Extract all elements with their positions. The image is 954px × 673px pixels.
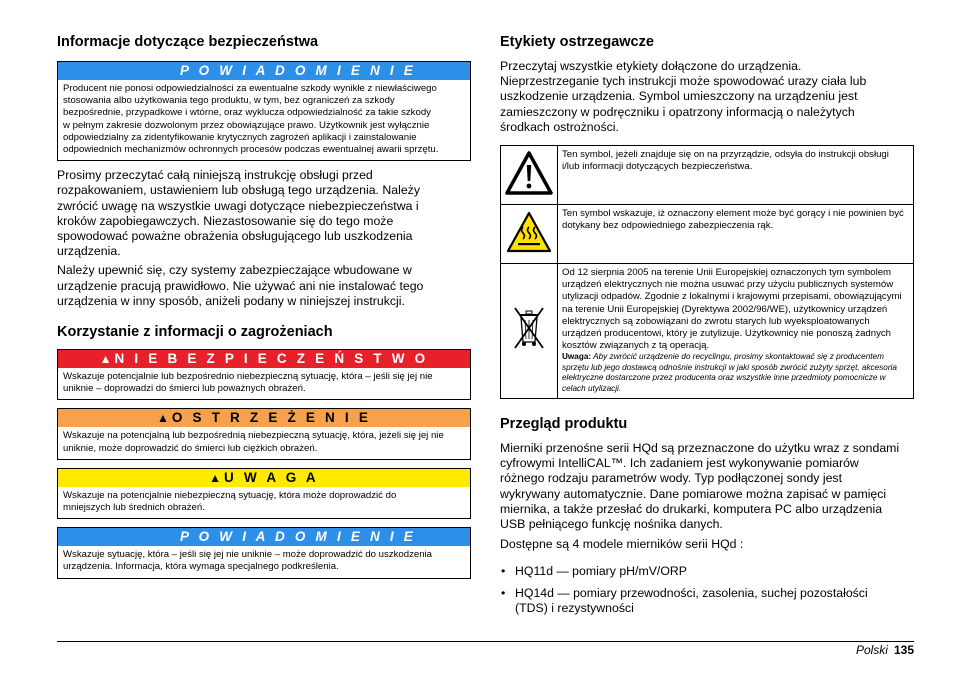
warning-triangle-icon: ▲ <box>209 470 222 485</box>
section-title-labels: Etykiety ostrzegawcze <box>500 34 654 50</box>
warning-box <box>57 408 471 459</box>
symbol-description <box>558 264 914 399</box>
note-text: Aby zwrócić urządzenie do recyclingu, prosimy skontaktować się z producentem sprzętu lub jego dostawcą odnośnie instrukcji w jaki sposób zwrócić zużyty sprzęt, akcesoria elektryczne dostarczone przez producenta oraz wszystkie inne przedmioty pomocnicze w celach utylizacji. <box>562 352 897 393</box>
paragraph-models-intro: Dostępne są 4 modele mierników serii HQd : <box>500 537 744 552</box>
hot-surface-icon <box>506 211 552 253</box>
danger-header <box>58 350 470 368</box>
weee-note <box>562 352 909 394</box>
page-footer <box>856 643 914 658</box>
notice-header: P O W I A D O M I E N I E <box>58 62 470 80</box>
warning-header <box>58 409 470 427</box>
warning-text: Wskazuje na potencjalną lub bezpośrednią niebezpieczną sytuację, która, jeżeli się jej nie uniknie, może doprowadzić do śmierci lub ciężkich obrażeń. <box>63 430 444 454</box>
paragraph-read-manual: Prosimy przeczytać całą niniejszą instrukcję obsługi przed rozpakowaniem, ustawieniem lub obsługą tego urządzenia. Należy zwrócić uwagę na wszystkie uwagi dotyczące niebezpieczeństwa i kroków zapobiegawczych. Niezastosowanie się do tego może spowodować poważne obrażenia obsługującego lub uszkodzenia urządzenia. <box>57 168 420 259</box>
warning-triangle-icon: ▲ <box>99 352 112 367</box>
danger-label: N I E B E Z P I E C Z E Ń S T W O <box>114 351 429 367</box>
symbol-cell <box>501 146 558 205</box>
symbol-description: Ten symbol wskazuje, iż oznaczony element może być gorący i nie powinien być dotykany bez odpowiedniego zabezpieczenia rąk. <box>558 205 914 264</box>
section-title-product-overview: Przegląd produktu <box>500 416 628 433</box>
weee-text: Od 12 sierpnia 2005 na terenie Unii Europejskiej oznaczonych tym symbolem urządzeń elektrycznych nie można usuwać przy użyciu publicznych systemów utylizacji odpadów. Zgodnie z lokalnymi i krajowymi przepisami, obowiązującymi na terenie Unii Europejskiej (Dyrektywa 2002/96/WE), użytkownicy urządzeń elektrycznych są zobowiązani do zwrotu starych lub wyeksploatowanych urządzeń producentowi, który je zutylizuje. Użytkownicy nie ponoszą żadnych kosztów związanych z tą operacją. <box>562 267 902 352</box>
symbol-cell <box>501 264 558 399</box>
page-number: 135 <box>893 643 914 657</box>
paragraph-safety-systems: Należy upewnić się, czy systemy zabezpieczające wbudowane w urządzenie pracują prawidłowo. Nie używać ani nie instalować tego urządzenia w inny sposób, aniżeli podany w niniejszej instrukcji. <box>57 263 424 308</box>
list-item: • HQ11d — pomiary pH/mV/ORP <box>500 564 900 579</box>
general-warning-icon <box>505 151 553 195</box>
caution-text: Wskazuje na potencjalnie niebezpieczną sytuację, która może doprowadzić do mniejszych lub średnich obrażeń. <box>63 489 397 514</box>
notice-box <box>57 61 471 161</box>
footer-divider <box>57 641 914 642</box>
notice2-box <box>57 527 471 578</box>
section-title-hazards: Korzystanie z informacji o zagrożeniach <box>57 324 333 341</box>
footer-language: Polski <box>855 643 888 657</box>
caution-box <box>57 468 471 519</box>
table-row <box>501 146 914 205</box>
precaution-labels-table <box>500 145 914 399</box>
section-title-safety: Informacje dotyczące bezpieczeństwa <box>57 34 319 50</box>
crossed-bin-weee-icon <box>509 304 549 354</box>
caution-label: U W A G A <box>224 469 319 485</box>
models-list <box>500 564 900 616</box>
warning-triangle-icon: ▲ <box>156 411 169 426</box>
list-item: • HQ14d — pomiary przewodności, zasolenia, suchej pozostałości (TDS) i rezystywności <box>500 586 900 616</box>
danger-box <box>57 349 471 400</box>
notice-text: Producent nie ponosi odpowiedzialności za ewentualne szkody wynikłe z niewłaściwego stosowania albo użytkowania tego produktu, w tym, bez ograniczeń za szkody bezpośrednie, przypadkowe i wtórne, oraz wyklucza odpowiedzialność za takie szkody w pełnym zakresie dozwolonym przez obowiązujące prawo. Użytkownik jest wyłącznie odpowiedzialny za zidentyfikowanie krytycznych zagrożeń aplikacji i zainstalowanie odpowiednich mechanizmów ochronnych procesów podczas ewentualnej awarii sprzętu. <box>63 83 439 156</box>
right-column <box>500 30 914 622</box>
danger-text: Wskazuje potencjalnie lub bezpośrednio niebezpieczną sytuację, która – jeśli się jej nie uniknie – doprowadzi do śmierci lub poważnych obrażeń. <box>63 371 433 395</box>
paragraph-labels: Przeczytaj wszystkie etykiety dołączone do urządzenia. Nieprzestrzeganie tych instrukcji może spowodować urazy ciała lub uszkodzenie urządzenia. Symbol umieszczony na urządzeniu jest zamieszczony w podręczniku i opatrzony informacją o należytych środkach ostrożności. <box>500 59 867 134</box>
symbol-description: Ten symbol, jeżeli znajduje się on na przyrządzie, odsyła do instrukcji obsługi i/lub informacji dotyczących bezpieczeństwa. <box>558 146 914 205</box>
paragraph-product: Mierniki przenośne serii HQd są przeznaczone do użytku wraz z sondami cyfrowymi IntelliCAL™. Ich zadaniem jest wykonywanie pomiarów różnego rodzaju parametrów wody. Typ podłączonej sondy jest wykrywany automatycznie. Dane pomiarowe można zapisać w pamięci miernika, a także przesłać do drukarki, komputera PC albo urządzenia USB pełniącego funkcję nośnika danych. <box>500 441 900 532</box>
notice2-text: Wskazuje sytuację, która – jeśli się jej nie uniknie – może doprowadzić do uszkodzenia urządzenia. Informacja, która wymaga specjalnego podkreślenia. <box>63 549 433 573</box>
warning-label: O S T R Z E Ż E N I E <box>171 410 372 426</box>
left-column <box>57 30 471 579</box>
table-row <box>501 205 914 264</box>
symbol-cell <box>501 205 558 264</box>
notice2-header: P O W I A D O M I E N I E <box>58 528 470 546</box>
caution-header <box>58 469 470 487</box>
note-label: Uwaga: <box>562 352 592 362</box>
table-row <box>501 264 914 399</box>
